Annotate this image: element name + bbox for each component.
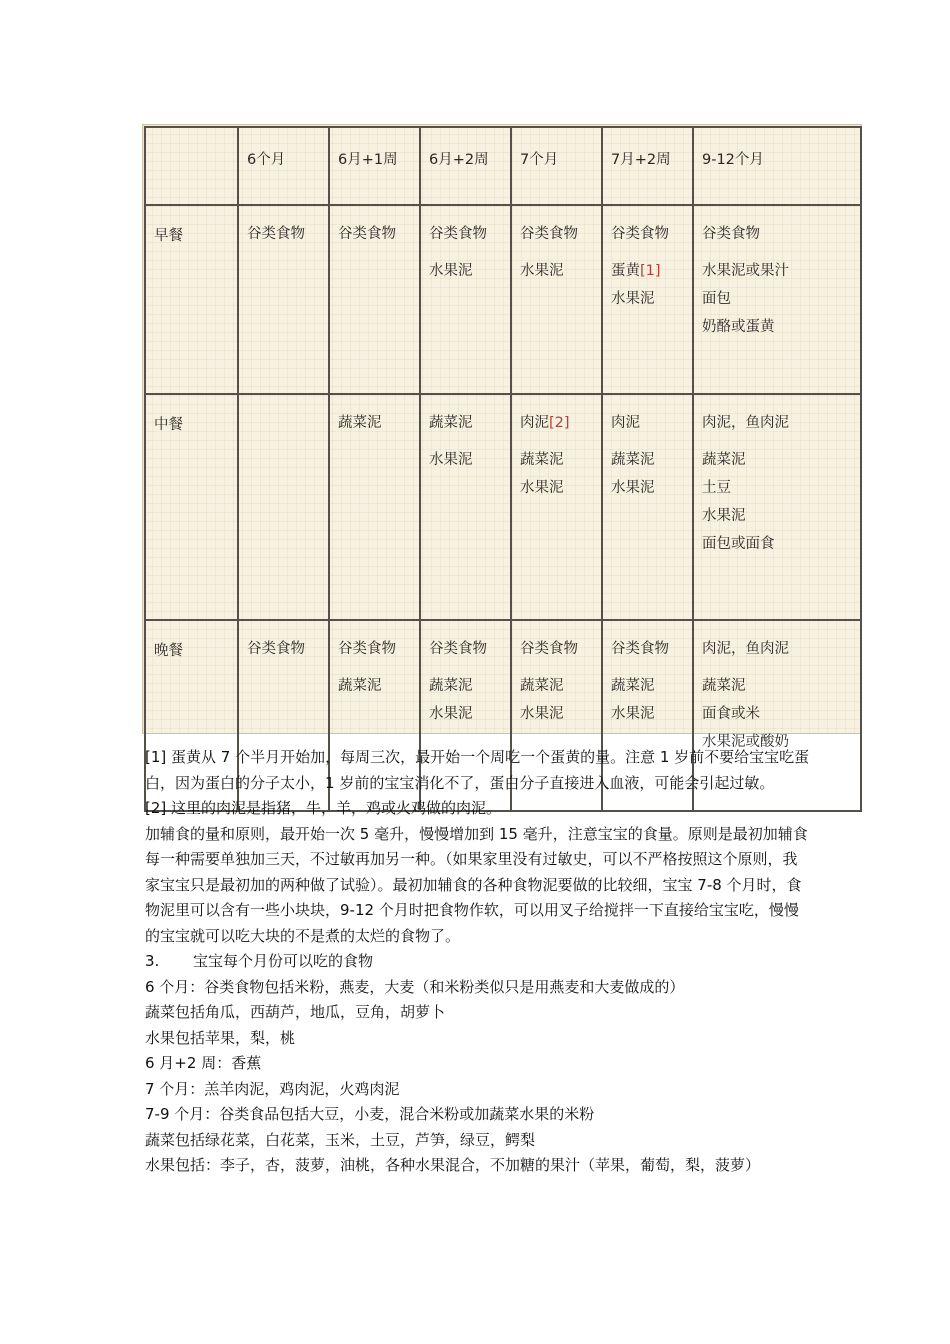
food-item-text: 蔬菜泥: [611, 452, 655, 468]
food-item: [702, 413, 854, 433]
food-item-text: 水果泥或果汁: [702, 263, 789, 279]
food-item-text: 谷类食物: [429, 641, 487, 657]
food-item-text: 蔬菜泥: [611, 678, 655, 694]
table-cell: [602, 394, 693, 620]
food-item: [429, 224, 504, 244]
food-item-text: 肉泥，鱼肉泥: [702, 415, 789, 431]
table-cell: [420, 205, 511, 394]
food-line-vegetables-7-9m: 蔬菜包括绿花菜，白花菜，玉米，土豆，芦笋，绿豆，鳄梨: [145, 1130, 536, 1149]
food-item: [611, 469, 686, 507]
food-item: [702, 224, 854, 244]
food-item: [520, 224, 595, 244]
food-item: [520, 695, 595, 733]
food-item-text: 面包: [702, 291, 731, 307]
food-item-text: 蔬菜泥: [520, 452, 564, 468]
food-item-text: 肉泥: [611, 415, 640, 431]
food-item-text: 谷类食物: [247, 226, 305, 242]
food-item: [429, 252, 504, 290]
food-item-text: 谷类食物: [520, 641, 578, 657]
section-3-heading: [145, 949, 810, 975]
food-item: [338, 667, 413, 705]
food-item: [429, 639, 504, 659]
header-cell: 7个月: [511, 127, 602, 205]
food-item-text: 水果泥: [429, 452, 473, 468]
food-item: [247, 639, 322, 659]
feeding-schedule-table: [144, 126, 862, 812]
section-3-title: 宝宝每个月份可以吃的食物: [193, 952, 374, 970]
food-line-7-9-months: 7-9 个月：谷类食品包括大豆，小麦，混合米粉或加蔬菜水果的米粉: [145, 1105, 595, 1123]
table-cell: [511, 394, 602, 620]
table-cell: [693, 205, 861, 394]
food-item: [338, 413, 413, 433]
food-item-text: 奶酪或蛋黄: [702, 319, 775, 335]
food-item: [520, 639, 595, 659]
food-item-text: 水果泥: [520, 480, 564, 496]
header-corner-cell: [145, 127, 238, 205]
header-cell: 6月+1周: [329, 127, 420, 205]
food-item: [247, 224, 322, 244]
feeding-schedule-table-image: [143, 125, 861, 750]
food-item: [611, 224, 686, 244]
header-cell: 6月+2周: [420, 127, 511, 205]
table-cell: [238, 205, 329, 394]
food-item-text: 谷类食物: [247, 641, 305, 657]
food-item-text: 蔬菜泥: [520, 678, 564, 694]
footnote-reference[interactable]: [1]: [640, 263, 661, 279]
food-item-text: 蔬菜泥: [338, 678, 382, 694]
food-item-text: 蔬菜泥: [338, 415, 382, 431]
food-item-text: 水果泥: [611, 291, 655, 307]
food-item: [702, 525, 854, 563]
footnote-2: [2] 这里的肉泥是指猪，牛，羊，鸡或火鸡做的肉泥。: [145, 799, 502, 817]
table-row: [145, 205, 861, 394]
table-cell: [511, 205, 602, 394]
food-item: [611, 413, 686, 433]
food-item: [520, 469, 595, 507]
food-item: [611, 639, 686, 659]
food-item: [702, 308, 854, 346]
food-item-text: 谷类食物: [611, 226, 669, 242]
food-item-text: 谷类食物: [611, 641, 669, 657]
food-item-text: 肉泥，鱼肉泥: [702, 641, 789, 657]
table-cell: [693, 394, 861, 620]
food-line-vegetables-6m: 蔬菜包括角瓜，西葫芦，地瓜，豆角，胡萝卜: [145, 1003, 446, 1021]
food-item-text: 蔬菜泥: [702, 678, 746, 694]
food-item-text: 谷类食物: [429, 226, 487, 242]
meal-label-cell: 中餐: [145, 394, 238, 620]
header-cell: 7月+2周: [602, 127, 693, 205]
food-line-7-months: 7 个月：羔羊肉泥，鸡肉泥，火鸡肉泥: [145, 1079, 400, 1098]
food-item-text: 水果泥或酸奶: [702, 734, 789, 750]
table-cell: [238, 394, 329, 620]
food-item-text: 水果泥: [611, 480, 655, 496]
food-item-text: 蔬菜泥: [702, 452, 746, 468]
food-item-text: 水果泥: [429, 263, 473, 279]
food-item-text: 谷类食物: [338, 226, 396, 242]
food-item-text: 水果泥: [520, 263, 564, 279]
food-item-text: 蛋黄: [611, 263, 640, 279]
food-item: [702, 639, 854, 659]
food-item-text: 面食或米: [702, 706, 760, 722]
header-cell: 6个月: [238, 127, 329, 205]
food-item: [520, 413, 595, 433]
food-item: [338, 224, 413, 244]
table-row: [145, 394, 861, 620]
food-item-text: 肉泥: [520, 415, 549, 431]
feeding-principle-paragraph: 加辅食的量和原则，最开始一次 5 毫升，慢慢增加到 15 毫升，注意宝宝的食量。原则是最初加辅食每一种需要单独加三天，不过敏再加另一种。（如果家里没有过敏史，可以不严格按照这个原则，我家宝宝只是最初加的两种做了试验）。最初加辅食的各种食物泥要做的比较细，宝宝 7-8 个月时，食物泥里可以含有一些小块块，9-12 个月时把食物作软，可以用叉子给搅拌一下直接给宝宝吃，慢慢的宝宝就可以吃大块的不是煮的太烂的食物了。: [145, 824, 808, 945]
table-cell: [329, 205, 420, 394]
food-line-fruits-7-9m: 水果包括：李子，杏，菠萝，油桃，各种水果混合，不加糖的果汁（苹果，葡萄，梨，菠萝）: [145, 1156, 761, 1174]
food-item-text: 水果泥: [429, 706, 473, 722]
food-item: [429, 441, 504, 479]
food-item: [429, 695, 504, 733]
footnote-reference[interactable]: [2]: [549, 415, 570, 431]
food-line-6-months: 6 个月：谷类食物包括米粉，燕麦，大麦（和米粉类似只是用燕麦和大麦做成的）: [145, 977, 685, 996]
meal-label-cell: 早餐: [145, 205, 238, 394]
food-line-6m-2w: 6 月+2 周：香蕉: [145, 1054, 262, 1072]
food-item-text: 谷类食物: [702, 226, 760, 242]
food-item-text: 水果泥: [702, 508, 746, 524]
food-item: [520, 252, 595, 290]
food-item-text: 谷类食物: [520, 226, 578, 242]
table-cell: [420, 394, 511, 620]
food-item-text: 水果泥: [520, 706, 564, 722]
header-cell: 9-12个月: [693, 127, 861, 205]
meal-label-cell: 晚餐: [145, 620, 238, 811]
section-3-number: 3.: [145, 952, 160, 970]
food-item: [338, 639, 413, 659]
food-item-text: 蔬菜泥: [429, 678, 473, 694]
footnote-1: [1] 蛋黄从 7 个半月开始加，每周三次，最开始一个周吃一个蛋黄的量。注意 1 岁前不要给宝宝吃蛋白，因为蛋白的分子太小，1 岁前的宝宝消化不了，蛋白分子直接进入血液，可能会引起过敏。: [145, 748, 810, 792]
table-cell: [602, 205, 693, 394]
table-header-row: [145, 127, 861, 205]
food-item-text: 土豆: [702, 480, 731, 496]
food-item: [611, 695, 686, 733]
food-line-fruits-6m: 水果包括苹果，梨，桃: [145, 1028, 296, 1047]
food-item-text: 谷类食物: [338, 641, 396, 657]
food-item: [429, 413, 504, 433]
food-item-text: 蔬菜泥: [429, 415, 473, 431]
food-item-text: 水果泥: [611, 706, 655, 722]
document-body-text: [145, 745, 810, 1179]
food-item-text: 面包或面食: [702, 536, 775, 552]
food-item: [611, 280, 686, 318]
table-cell: [329, 394, 420, 620]
